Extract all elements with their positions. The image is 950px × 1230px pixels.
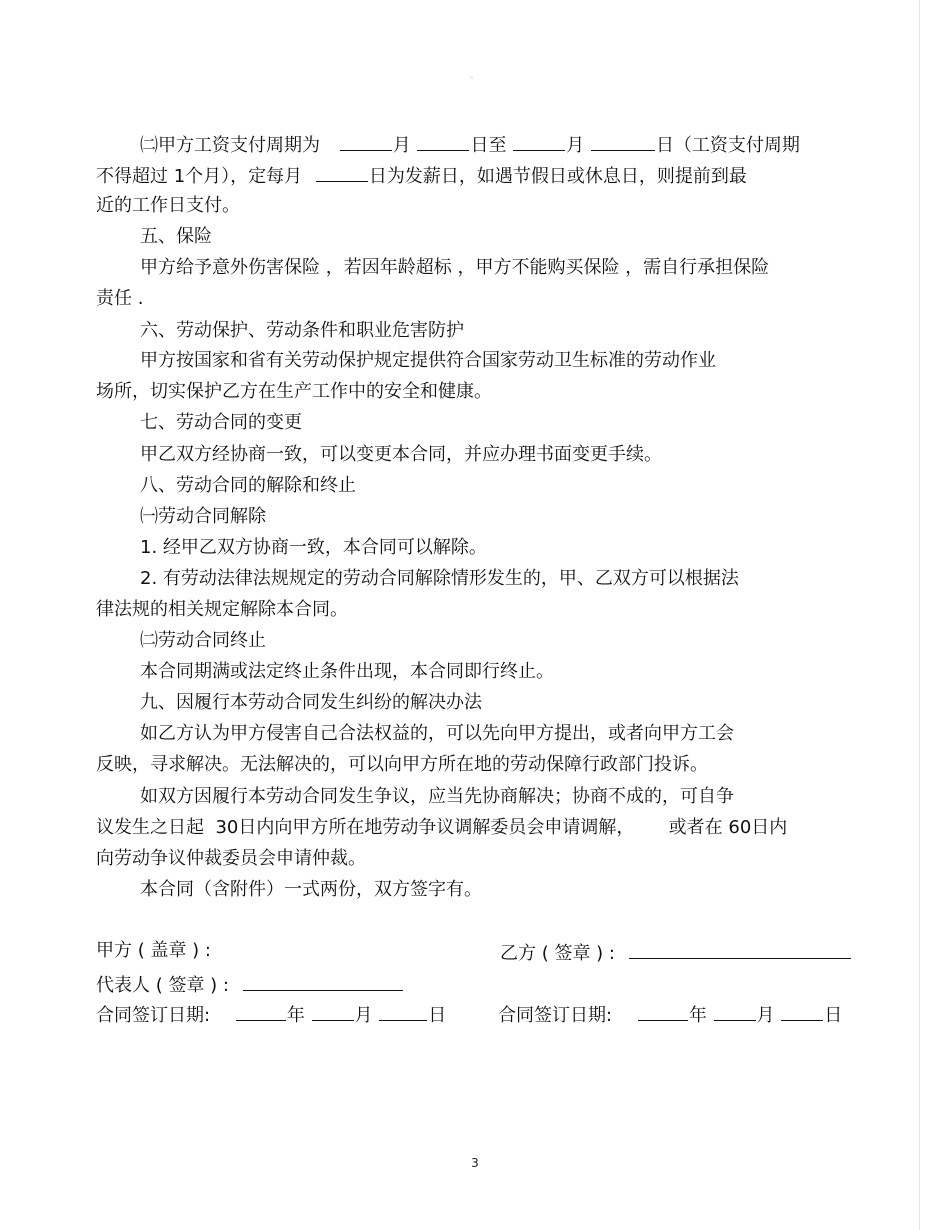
section-9-paragraph-2-cont: 议发生之日起 30日内向甲方所在地劳动争议调解委员会申请调解， 或者在 60日内 bbox=[96, 817, 788, 838]
sign-date-label: 合同签订日期: bbox=[96, 1005, 211, 1026]
representative-signature bbox=[96, 972, 404, 997]
section-9-paragraph-1: 如乙方认为甲方侵害自己合法权益的，可以先向甲方提出，或者向甲方工会 bbox=[140, 723, 734, 744]
blank-field bbox=[781, 1002, 823, 1021]
party-b-sign-date: 合同签订日期: 年 月 日 bbox=[498, 1002, 842, 1027]
party-b-signature bbox=[500, 940, 852, 965]
section-8-title: 八、劳动合同的解除和终止 bbox=[140, 475, 356, 496]
section-9-paragraph-1-cont: 反映，寻求解决。无法解决的，可以向甲方所在地的劳动保障行政部门投诉。 bbox=[96, 754, 708, 775]
section-5-body: 甲方给予意外伤害保险 ，若因年龄超标 ，甲方不能购买保险 ，需自行承担保险 bbox=[140, 257, 770, 278]
party-b-signature-line bbox=[629, 940, 851, 959]
blank-field bbox=[340, 132, 392, 151]
blank-field bbox=[312, 1002, 354, 1021]
section-5-title: 五、保险 bbox=[140, 226, 212, 247]
section-8-item-1: 1. 经甲乙双方协商一致，本合同可以解除。 bbox=[140, 537, 487, 558]
page-edge-line bbox=[919, 0, 920, 1230]
section-9-title: 九、因履行本劳动合同发生纠纷的解决办法 bbox=[140, 692, 482, 713]
wage-period-line-3: 近的工作日支付。 bbox=[96, 195, 240, 216]
section-9-paragraph-2: 如双方因履行本劳动合同发生争议，应当先协商解决；协商不成的，可自争 bbox=[140, 786, 734, 807]
page-number: 3 bbox=[471, 1156, 479, 1170]
blank-field bbox=[591, 132, 655, 151]
wage-period-line-1: ㈡甲方工资支付周期为 月 日至 月 日（工资支付周期 bbox=[140, 132, 800, 157]
party-a-sign-date: 合同签订日期: 年 月 日 bbox=[96, 1002, 446, 1027]
section-7-title: 七、劳动合同的变更 bbox=[140, 412, 302, 433]
closing-line: 本合同（含附件）一式两份，双方签字有。 bbox=[140, 879, 482, 900]
section-5-body-cont: 责任 . bbox=[96, 288, 144, 309]
section-6-body: 甲方按国家和省有关劳动保护规定提供符合国家劳动卫生标准的劳动作业 bbox=[140, 350, 716, 371]
party-b-label: 乙方 ( 签章 ) : bbox=[500, 943, 615, 964]
blank-field bbox=[236, 1002, 286, 1021]
blank-field bbox=[417, 132, 469, 151]
section-8-item-2-cont: 律法规的相关规定解除本合同。 bbox=[96, 599, 348, 620]
section-6-body-cont: 场所，切实保护乙方在生产工作中的安全和健康。 bbox=[96, 381, 492, 402]
section-8-subtitle-2-body: 本合同期满或法定终止条件出现，本合同即行终止。 bbox=[140, 661, 554, 682]
top-mark: 。 bbox=[470, 71, 478, 80]
blank-field bbox=[316, 163, 368, 182]
blank-field bbox=[513, 132, 565, 151]
wage-period-line-2: 不得超过 1个月），定每月 日为发薪日，如遇节假日或休息日，则提前到最 bbox=[96, 163, 747, 188]
representative-signature-line bbox=[243, 972, 403, 991]
section-7-body: 甲乙双方经协商一致，可以变更本合同，并应办理书面变更手续。 bbox=[140, 444, 662, 465]
representative-label: 代表人 ( 签章 ) : bbox=[96, 975, 229, 996]
section-8-subtitle-1: ㈠劳动合同解除 bbox=[140, 506, 266, 527]
section-9-paragraph-2-end: 向劳动争议仲裁委员会申请仲裁。 bbox=[96, 848, 366, 869]
sign-date-label: 合同签订日期: bbox=[498, 1005, 613, 1026]
section-8-item-2: 2. 有劳动法律法规规定的劳动合同解除情形发生的，甲、乙双方可以根据法 bbox=[140, 568, 739, 589]
party-a-label: 甲方 ( 盖章 ) : bbox=[96, 940, 211, 961]
blank-field bbox=[638, 1002, 688, 1021]
section-6-title: 六、劳动保护、劳动条件和职业危害防护 bbox=[140, 320, 464, 341]
section-8-subtitle-2: ㈡劳动合同终止 bbox=[140, 630, 266, 651]
blank-field bbox=[379, 1002, 427, 1021]
blank-field bbox=[714, 1002, 756, 1021]
